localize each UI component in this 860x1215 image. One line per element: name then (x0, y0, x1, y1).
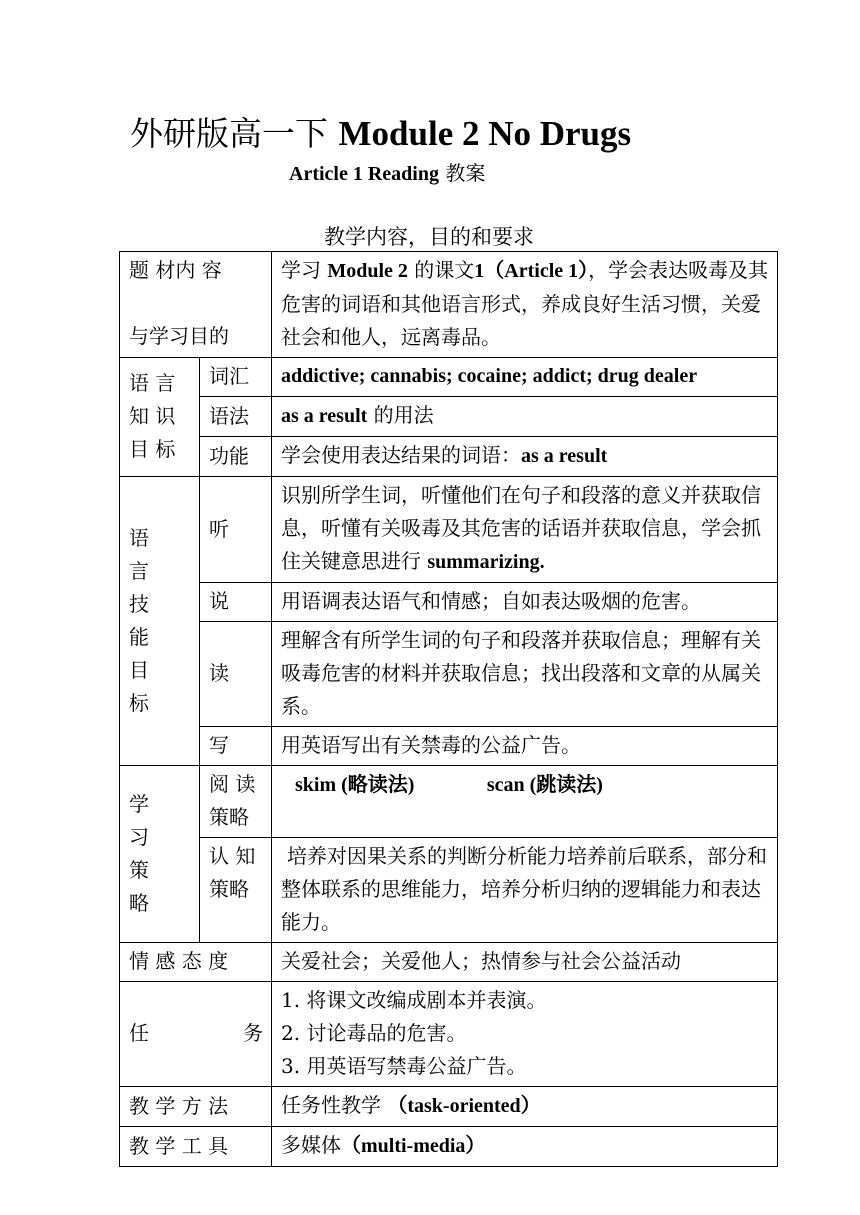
grammar-label: 语法 (200, 397, 272, 437)
writing-label: 写 (200, 727, 272, 766)
cognitive-strategy-label (200, 838, 272, 943)
skills-group-char: 标 (129, 690, 149, 715)
tools-content (272, 1127, 778, 1167)
topic-text-2: 的课文 (414, 258, 475, 282)
subtitle-chinese: 教案 (445, 161, 486, 185)
tasks-label-cell (120, 982, 272, 1087)
grammar-phrase: as a result (281, 405, 368, 427)
method-content (272, 1087, 778, 1127)
table-row-emotion (120, 943, 778, 982)
table-row-reading-strategy (120, 766, 778, 838)
document-subtitle (289, 157, 485, 186)
writing-content: 用英语写出有关禁毒的公益广告。 (272, 727, 778, 766)
skim-strategy: skim (略读法) (295, 774, 415, 796)
task-item: 3. 用英语写禁毒公益广告。 (281, 1054, 527, 1078)
listening-content (272, 477, 778, 583)
function-phrase: as a result (521, 445, 608, 467)
knowledge-group-line3: 目 标 (129, 437, 176, 461)
strategy-group-char: 略 (129, 890, 149, 915)
topic-label-line2: 与学习目的 (129, 324, 229, 348)
emotion-label: 情 感 态 度 (120, 943, 272, 982)
topic-article: 1（Article 1） (474, 260, 589, 282)
tasks-label-right: 务 (243, 1021, 263, 1045)
task-item: 1. 将课文改编成剧本并表演。 (281, 988, 547, 1012)
table-row-speaking (120, 583, 778, 622)
skills-group-char: 语 (129, 525, 149, 550)
table-row-listening (120, 477, 778, 583)
document-title (130, 108, 631, 155)
grammar-usage: 的用法 (367, 403, 434, 427)
table-row-topic (120, 252, 778, 358)
skills-group-char: 能 (129, 624, 149, 649)
table-row-function (120, 437, 778, 477)
title-chinese: 外研版高一下 (130, 114, 328, 153)
table-row-reading (120, 622, 778, 727)
topic-label-line1: 题 材内 容 (129, 258, 222, 282)
vocab-content: addictive; cannabis; cocaine; addict; drug dealer (272, 358, 778, 397)
tasks-label-left: 任 (129, 1021, 149, 1045)
subtitle-english: Article 1 Reading (289, 163, 439, 185)
strategy-group-char: 策 (129, 857, 149, 882)
strategy-group-char: 学 (129, 791, 149, 816)
skills-group-char: 技 (129, 591, 149, 616)
topic-content-cell (272, 252, 778, 358)
emotion-content: 关爱社会；关爱他人；热情参与社会公益活动 (272, 943, 778, 982)
knowledge-group-line1: 语 言 (129, 371, 176, 395)
skills-group-char: 目 (129, 657, 149, 682)
table-row-tools (120, 1127, 778, 1167)
task-item: 2. 讨论毒品的危害。 (281, 1021, 467, 1045)
skills-group-char: 言 (129, 558, 149, 583)
function-label: 功能 (200, 437, 272, 477)
table-row-method (120, 1087, 778, 1127)
table-row-writing (120, 727, 778, 766)
reading-strategy-label-line1: 阅 读 (209, 772, 256, 796)
strategy-group-char: 习 (129, 824, 149, 849)
grammar-content (272, 397, 778, 437)
knowledge-group-cell (120, 358, 200, 477)
tasks-content (272, 982, 778, 1087)
topic-text-3: ，学会表达吸毒及其危害的词语和其他语言形式，养成良好生活习惯，关爱社会和他人，远离毒品。 (281, 258, 769, 349)
skills-group-cell (120, 477, 200, 766)
topic-label-cell (120, 252, 272, 358)
strategy-group-cell (120, 766, 200, 943)
tools-english: （multi-media） (341, 1135, 486, 1157)
lesson-plan-table (119, 251, 778, 1167)
scan-strategy: scan (跳读法) (486, 774, 603, 796)
table-caption: 教学内容，目的和要求 (324, 225, 534, 249)
reading-strategy-label-line2: 策略 (209, 805, 249, 829)
table-row-cognitive-strategy (120, 838, 778, 943)
method-text: 任务性教学 (281, 1093, 388, 1117)
listening-keyword: summarizing. (427, 551, 545, 573)
function-text: 学会使用表达结果的词语： (281, 443, 521, 467)
reading-content: 理解含有所学生词的句子和段落并获取信息；理解有关吸毒危害的材料并获取信息；找出段落和文章的从属关系。 (272, 622, 778, 727)
table-row-tasks (120, 982, 778, 1087)
method-label: 教 学 方 法 (120, 1087, 272, 1127)
reading-strategy-label (200, 766, 272, 838)
speaking-content: 用语调表达语气和情感；自如表达吸烟的危害。 (272, 583, 778, 622)
reading-strategy-content (272, 766, 778, 838)
speaking-label: 说 (200, 583, 272, 622)
tools-text: 多媒体 (281, 1133, 341, 1157)
title-english: Module 2 No Drugs (338, 114, 632, 153)
table-row-vocab (120, 358, 778, 397)
cognitive-strategy-label-line2: 策略 (209, 877, 249, 901)
topic-text-1: 学习 (281, 258, 321, 282)
method-english: （task-oriented） (387, 1095, 541, 1117)
cognitive-strategy-text: 培养对因果关系的判断分析能力培养前后联系，部分和整体联系的思维能力，培养分析归纳的逻辑能力和表达能力。 (281, 844, 767, 934)
function-content (272, 437, 778, 477)
table-row-grammar (120, 397, 778, 437)
vocab-label: 词汇 (200, 358, 272, 397)
listening-text: 识别所学生词，听懂他们在句子和段落的意义并获取信息，听懂有关吸毒及其危害的话语并获取信息，学会抓住关键意思进行 (281, 483, 761, 573)
tools-label: 教 学 工 具 (120, 1127, 272, 1167)
cognitive-strategy-label-line1: 认 知 (209, 844, 256, 868)
cognitive-strategy-content (272, 838, 778, 943)
listening-label: 听 (200, 477, 272, 583)
topic-module: Module 2 (327, 260, 408, 282)
knowledge-group-line2: 知 识 (129, 404, 176, 428)
reading-label: 读 (200, 622, 272, 727)
